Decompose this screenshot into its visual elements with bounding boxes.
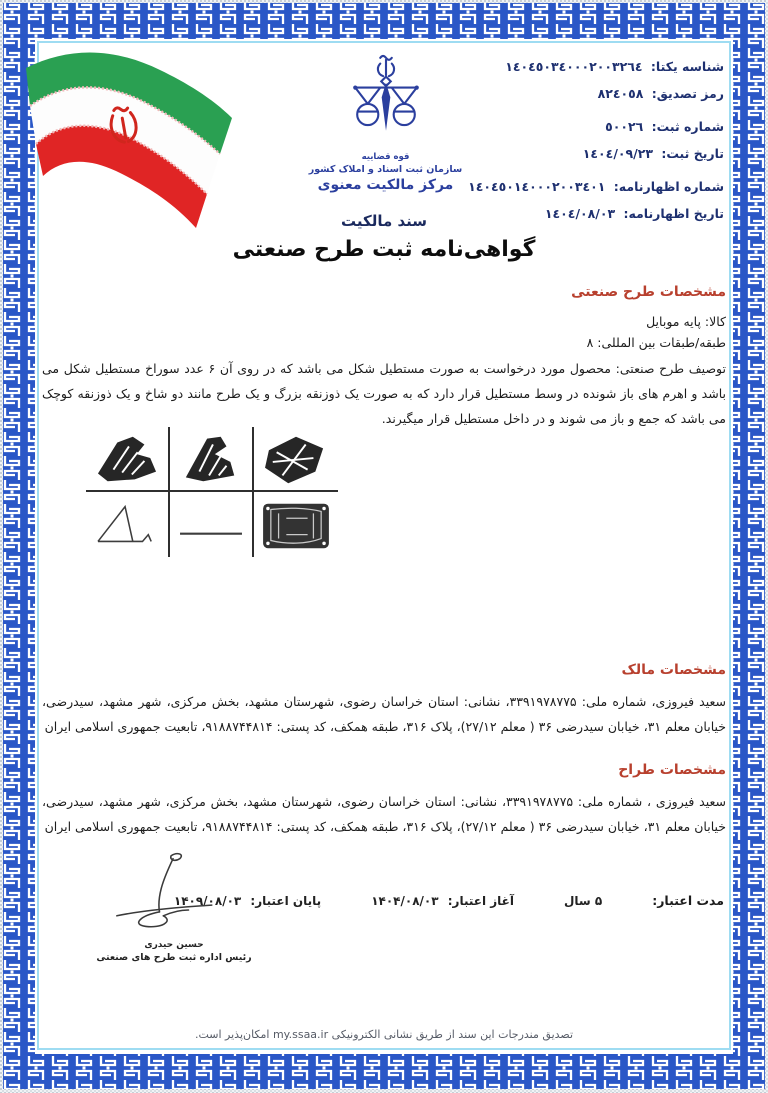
title-block <box>0 212 768 262</box>
signatory-name: حسین حیدری <box>144 940 204 950</box>
design-view-perspective-3 <box>254 427 338 492</box>
field-reg-date <box>424 145 724 163</box>
field-unique-id <box>424 58 724 76</box>
judiciary-scales-icon <box>346 54 426 150</box>
reg-no-value: ٥٠٠٢٦ <box>605 119 644 134</box>
design-description: توصیف طرح صنعتی: محصول مورد درخواست به صورت مستطیل شکل می باشد که در روی آن ۶ عدد سوراخ مستطیل شکل می باشد و اهرم های باز شونده در وسط مستطیل قرار دارد که به صورت یک ذوزنقه بزرگ و یک طرح مانند دو شاخ و یک ذوزنقه کوچک می باشد که جمع و باز می شوند و در داخل مستطیل قرار میگیرند. <box>42 361 726 426</box>
reg-no-label: شماره ثبت: <box>651 119 724 134</box>
judiciary-name: قوه قضاییه <box>361 152 410 162</box>
design-view-perspective-1 <box>86 427 170 492</box>
validity-duration: ۵ سال <box>563 894 603 908</box>
app-no-label: شماره اظهارنامه: <box>613 179 724 194</box>
validity-end-value: ۱۴۰۹/۰۸/۰۳ <box>173 894 242 908</box>
section-designer <box>42 762 726 839</box>
reg-date-label: تاریخ ثبت: <box>661 146 724 161</box>
app-no-value: ١٤٠٤٥٠١٤٠٠٠٢٠٠٣٤٠١ <box>468 179 606 194</box>
design-specs-heading: مشخصات طرح صنعتی <box>571 284 726 300</box>
verify-code-label: رمز تصدیق: <box>651 86 724 101</box>
designer-heading: مشخصات طراح <box>618 762 726 778</box>
app-date-label: تاریخ اظهارنامه: <box>623 206 724 221</box>
owner-heading: مشخصات مالک <box>621 662 726 678</box>
signatory-title: رئیس اداره ثبت طرح های صنعتی <box>96 952 252 963</box>
verify-code-value: ٨٢٤٠٥٨ <box>597 86 644 101</box>
signature-block <box>84 848 264 963</box>
handwritten-signature <box>99 848 249 940</box>
app-date-value: ١٤٠٤/٠٨/٠٣ <box>544 206 616 221</box>
unique-id-label: شناسه یکتا: <box>650 59 724 74</box>
validity-start-value: ۱۴۰۴/۰۸/۰۳ <box>371 894 439 908</box>
unique-id-value: ١٤٠٤٥٠٣٤٠٠٠٢٠٠٣٢٦٤ <box>505 59 643 74</box>
organization-name: سازمان ثبت اسناد و املاک کشور <box>308 164 463 175</box>
field-verify-code <box>424 85 724 103</box>
reg-date-value: ١٤٠٤/٠٩/٢٣ <box>582 146 653 161</box>
validity-end-label: پایان اعتبار: <box>250 894 322 908</box>
design-view-perspective-2 <box>170 427 254 492</box>
designer-details: سعید فیروزی ، شماره ملی: ۳۳۹۱۹۷۸۷۷۵، نشانی: استان خراسان رضوی، شهرستان مشهد، بخش مرکزی، شهر مشهد، سیدرضی، خیابان معلم ۳۱، خیابان سیدرضی ۳۶ ( معلم ۲۷/۱۲)، پلاک ۳۱۶، طبقه همکف، کد پستی: ۹۱۸۸۷۴۴۸۱۴، تابعیت جمهوری اسلامی ایران <box>42 794 726 834</box>
intl-class-line: طبقه/طبقات بین المللی: ۸ <box>586 335 726 350</box>
product-line: کالا: پایه موبایل <box>646 314 726 329</box>
field-app-no <box>424 178 724 196</box>
design-view-folded-flat <box>170 492 254 557</box>
validity-start <box>371 894 514 908</box>
validity-start-label: آغاز اعتبار: <box>447 894 514 908</box>
registration-metadata <box>424 58 724 223</box>
design-views-grid <box>86 427 338 557</box>
verification-note: تصدیق مندرجات این سند از طریق نشانی الکترونیکی my.ssaa.ir امکان‌پذیر است. <box>194 1028 574 1041</box>
document-type-title: سند مالکیت <box>340 212 428 230</box>
owner-details: سعید فیروزی، شماره ملی: ۳۳۹۱۹۷۸۷۷۵، نشانی: استان خراسان رضوی، شهرستان مشهد، بخش مرکزی، شهر مشهد، سیدرضی، خیابان معلم ۳۱، خیابان سیدرضی ۳۶ ( معلم ۲۷/۱۲)، پلاک ۳۱۶، طبقه همکف، کد پستی: ۹۱۸۸۷۴۴۸۱۴، تابعیت جمهوری اسلامی ایران <box>42 694 726 734</box>
field-reg-no <box>424 118 724 136</box>
section-design-specs <box>42 284 726 431</box>
iran-flag <box>20 40 238 232</box>
section-owner <box>42 662 726 739</box>
design-view-top-plate <box>254 492 338 557</box>
certificate-title: گواهی‌نامه ثبت طرح صنعتی <box>232 237 536 262</box>
ip-center-name: مرکز مالکیت معنوی <box>317 177 454 193</box>
design-view-side-outline <box>86 492 170 557</box>
validity-label: مدت اعتبار: <box>652 893 724 908</box>
